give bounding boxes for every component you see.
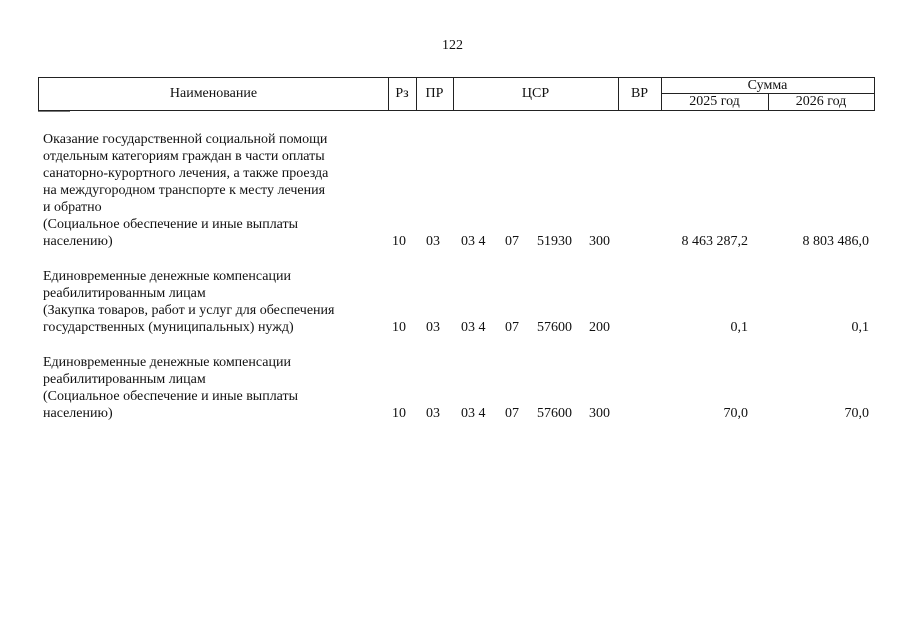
row-csr-program: 03 4 xyxy=(461,320,486,335)
row-sum-2025: 0,1 xyxy=(730,320,748,335)
header-csr: ЦСР xyxy=(521,86,550,101)
header-pr: ПР xyxy=(425,86,444,101)
header-name: Наименование xyxy=(169,86,258,101)
row-name-line: и обратно xyxy=(43,200,102,215)
row-name-line: (Социальное обеспечение и иные выплаты xyxy=(43,217,299,232)
row-pr: 03 xyxy=(426,234,440,249)
row-name-line: реабилитированным лицам xyxy=(43,372,206,387)
row-pr: 03 xyxy=(426,320,440,335)
row-vr: 300 xyxy=(589,234,610,249)
row-csr-program: 03 4 xyxy=(461,406,486,421)
row-name-line: населению) xyxy=(43,234,113,249)
row-rz: 10 xyxy=(392,234,406,249)
row-sum-2026: 70,0 xyxy=(844,406,869,421)
row-csr-subprogram: 07 xyxy=(505,406,519,421)
row-sum-2025: 70,0 xyxy=(723,406,748,421)
header-vr: ВР xyxy=(630,86,649,101)
row-csr-subprogram: 07 xyxy=(505,320,519,335)
row-sum-2026: 8 803 486,0 xyxy=(802,234,869,249)
row-csr-program: 03 4 xyxy=(461,234,486,249)
row-rz: 10 xyxy=(392,320,406,335)
row-csr-subprogram: 07 xyxy=(505,234,519,249)
row-name-line: (Социальное обеспечение и иные выплаты xyxy=(43,389,299,404)
row-pr: 03 xyxy=(426,406,440,421)
row-name-line: реабилитированным лицам xyxy=(43,286,206,301)
row-name-line: Единовременные денежные компенсации xyxy=(43,355,291,370)
row-name-line: Оказание государственной социальной помощи xyxy=(43,132,328,147)
row-sum-2025: 8 463 287,2 xyxy=(681,234,748,249)
row-csr-direction: 57600 xyxy=(537,320,572,335)
row-name xyxy=(43,131,373,250)
header-sum: Сумма xyxy=(747,78,788,93)
row-name-line: Единовременные денежные компенсации xyxy=(43,269,291,284)
row-sum-2026: 0,1 xyxy=(851,320,869,335)
row-name-line: отдельным категориям граждан в части оплаты xyxy=(43,149,325,164)
row-name-line: государственных (муниципальных) нужд) xyxy=(43,320,294,335)
row-name-line: населению) xyxy=(43,406,113,421)
row-name xyxy=(43,354,373,422)
row-csr-direction: 57600 xyxy=(537,406,572,421)
row-vr: 200 xyxy=(589,320,610,335)
row-name xyxy=(43,268,373,336)
header-rz: Рз xyxy=(395,86,409,101)
row-rz: 10 xyxy=(392,406,406,421)
row-csr-direction: 51930 xyxy=(537,234,572,249)
table-header xyxy=(38,77,875,111)
row-name-line: (Закупка товаров, работ и услуг для обеспечения xyxy=(43,303,335,318)
row-name-line: на междугородном транспорте к месту лечения xyxy=(43,183,326,198)
header-underline xyxy=(38,111,70,112)
header-year-2025: 2025 год xyxy=(689,94,740,109)
row-vr: 300 xyxy=(589,406,610,421)
page-number: 122 xyxy=(442,38,463,53)
row-name-line: санаторно-курортного лечения, а также проезда xyxy=(43,166,329,181)
header-year-2026: 2026 год xyxy=(795,94,847,109)
